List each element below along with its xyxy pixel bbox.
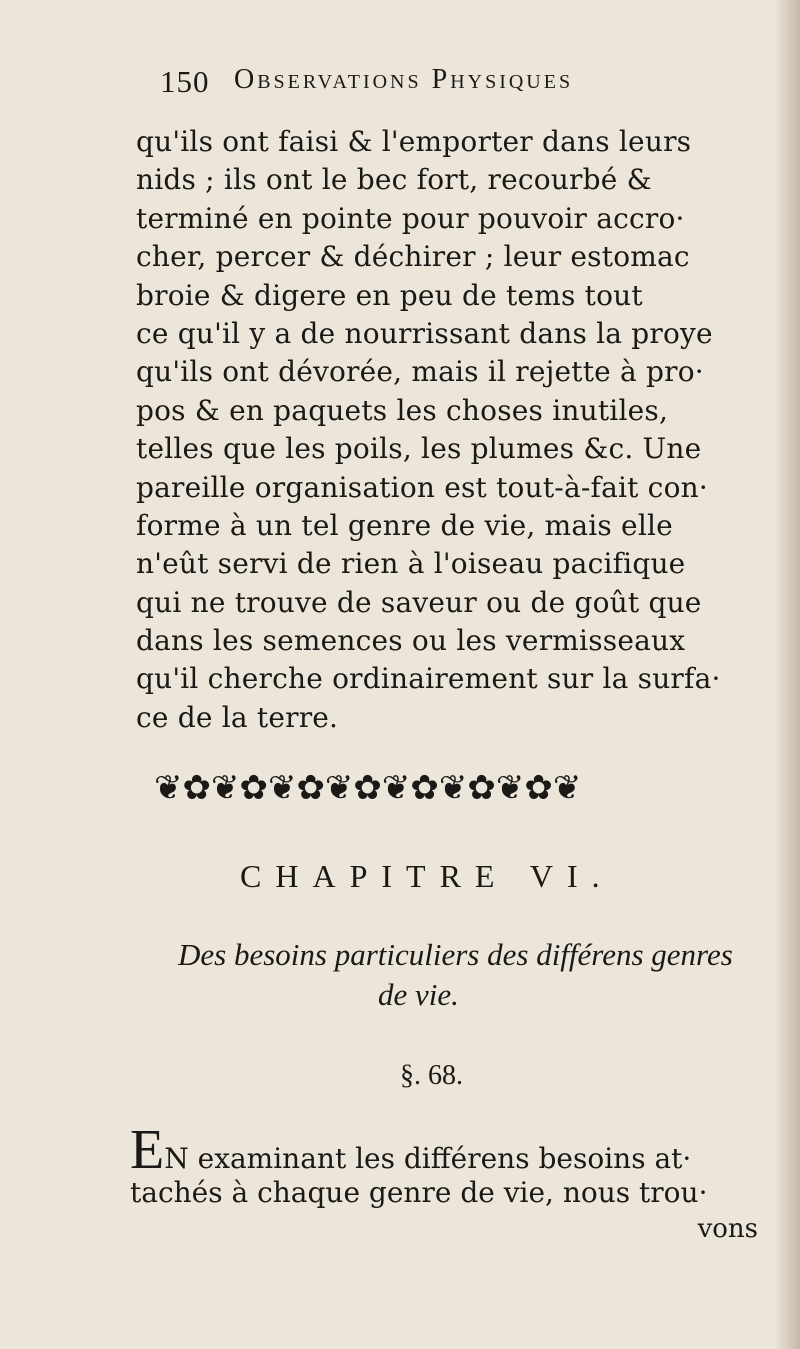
running-head: Observations Physiques — [234, 64, 574, 95]
first-line-text: N examinant les différens besoins at· — [164, 1142, 692, 1175]
page-number: 150 — [160, 64, 210, 99]
text-line: pos & en paquets les choses inutiles, — [136, 393, 669, 427]
text-line: dans les semences ou les vermisseaux — [136, 624, 686, 658]
text-line: qui ne trouve de saveur ou de goût que — [136, 585, 702, 619]
text-line: telles que les poils, les plumes &c. Une — [136, 432, 702, 466]
text-line: tachés à chaque genre de vie, nous trou· — [130, 1176, 708, 1209]
text-line: broie & digere en peu de tems tout — [136, 278, 643, 312]
text-line: qu'ils ont dévorée, mais il rejette à pro· — [136, 355, 704, 389]
subtitle-line: de vie. — [378, 977, 459, 1012]
text-line: qu'ils ont faisi & l'emporter dans leurs — [136, 125, 692, 158]
text-line: nids ; ils ont le bec fort, recourbé & — [136, 163, 652, 197]
page-header — [160, 62, 770, 106]
drop-cap: E — [130, 1119, 165, 1181]
section-number: §. 68. — [400, 1060, 463, 1091]
catchword: vons — [697, 1214, 758, 1244]
text-line: terminé en pointe pour pouvoir accro· — [136, 201, 685, 235]
first-line — [130, 1119, 770, 1181]
text-line: n'eût servi de rien à l'oiseau pacifique — [136, 547, 686, 581]
page-edge-shadow — [774, 0, 800, 1349]
text-line: forme à un tel genre de vie, mais elle — [136, 508, 673, 542]
text-line: cher, percer & déchirer ; leur estomac — [136, 240, 690, 274]
chapter-title: CHAPITRE VI. — [240, 858, 614, 894]
text-line: ce de la terre. — [136, 700, 339, 734]
chapter-subtitle — [178, 935, 778, 1015]
subtitle-line: Des besoins particuliers des différens genres — [178, 937, 733, 972]
ornamental-divider: ❦✿❦✿❦✿❦✿❦✿❦✿❦✿❦ — [154, 768, 582, 808]
text-line: ce qu'il y a de nourrissant dans la proye — [136, 316, 713, 350]
body-paragraph — [136, 123, 772, 737]
section-paragraph — [130, 1119, 770, 1246]
text-line: qu'il cherche ordinairement sur la surfa· — [136, 662, 721, 696]
text-line: pareille organisation est tout-à-fait con· — [136, 470, 708, 504]
